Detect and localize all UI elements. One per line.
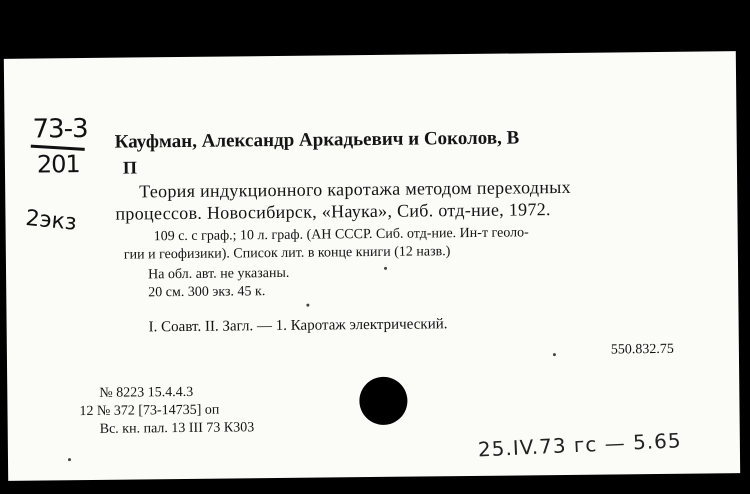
collation-line-1: 109 с. с граф.; 10 л. граф. (АН СССР. Сиб. отд-ние. Ин-т геоло- (153, 225, 529, 245)
tracings: I. Соавт. II. Загл. — 1. Каротаж электрический. (148, 316, 448, 336)
title-line-1: Теория индукционного каротажа методом переходных (139, 176, 572, 202)
accession-line-2: 12 № 372 [73-14735] оп (79, 402, 220, 420)
handwritten-date: 25.IV.73 гс — 5.65 (477, 428, 683, 462)
price-note: На обл. авт. не указаны. (148, 265, 290, 283)
shelfmark-bottom: 201 (36, 150, 80, 179)
accession-line-3: Вс. кн. пал. 13 III 73 К303 (99, 420, 255, 437)
title-line-2: процессов. Новосибирск, «Наука», Сиб. отд-ние, 1972. (115, 199, 551, 224)
copies-note: 2экз (24, 206, 78, 236)
udc-number: 550.832.75 (610, 341, 674, 358)
format-note: 20 см. 300 экз. 45 к. (148, 284, 266, 301)
author-heading-continued: П (122, 157, 138, 178)
ink-speck (553, 353, 556, 356)
author-heading: Кауфман, Александр Аркадьевич и Соколов, В (114, 127, 520, 153)
ink-speck (384, 267, 387, 270)
punch-hole (359, 377, 408, 426)
ink-speck (306, 304, 309, 307)
shelfmark-top: 73-3 (32, 113, 88, 145)
catalog-card (4, 51, 740, 481)
accession-line-1: № 8223 15.4.4.3 (99, 384, 194, 401)
collation-line-2: гии и геофизики). Список лит. в конце книги (12 назв.) (123, 244, 451, 263)
ink-speck (68, 458, 71, 461)
